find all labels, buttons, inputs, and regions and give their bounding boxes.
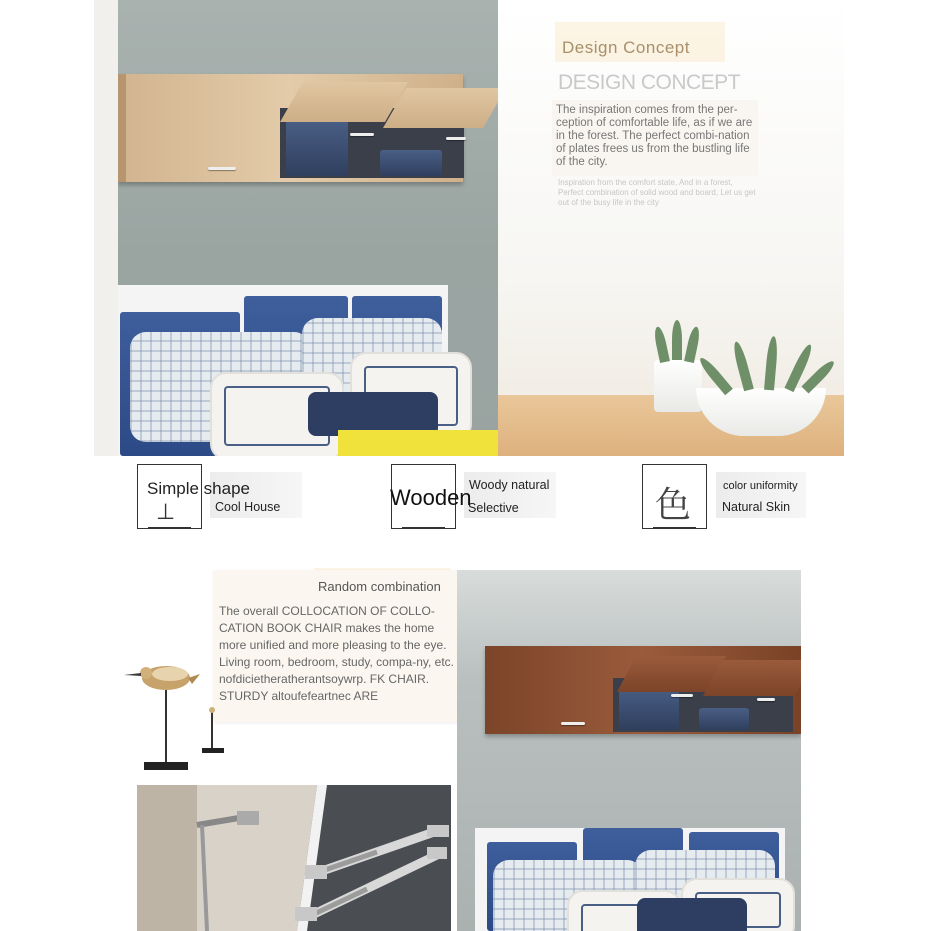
simple-shape-icon: ⊥ bbox=[156, 499, 176, 524]
color-icon: 色 bbox=[655, 484, 692, 525]
random-combination-title: Random combination bbox=[318, 579, 441, 594]
cabinet-handle bbox=[671, 694, 693, 697]
folded-clothes bbox=[380, 150, 442, 176]
bedroom-photo-light-cabinet bbox=[118, 0, 498, 456]
cabinet-handle bbox=[350, 133, 374, 136]
cabinet-handle bbox=[561, 722, 585, 725]
gas-strut-hinge-photo bbox=[137, 785, 451, 931]
folded-clothes bbox=[619, 686, 679, 730]
feature-caption: Natural Skin bbox=[722, 500, 791, 514]
feature-caption: Cool House bbox=[215, 500, 281, 514]
bird-ornament-image bbox=[118, 648, 228, 778]
wooden-icon: Wooden bbox=[390, 485, 472, 510]
feature-heading: Woody natural bbox=[469, 478, 550, 492]
yellow-blanket bbox=[338, 430, 498, 456]
design-concept-small-text: Inspiration from the comfort state, And in a forest, Perfect combination of solid wood and board, Let us get out of the busy life in the city bbox=[558, 178, 756, 207]
design-concept-paragraph: The inspiration comes from the per-ception of comfortable life, as if we are in the forest. The perfect combi-nation of plates frees us from the bustling life of the city. bbox=[556, 104, 753, 168]
feature-heading: color uniformity bbox=[723, 480, 798, 492]
folded-clothes bbox=[286, 120, 348, 176]
feature-heading: Simple shape bbox=[147, 479, 251, 498]
plant-leaf bbox=[672, 320, 682, 360]
bedroom-photo-dark-cabinet bbox=[457, 570, 801, 931]
design-concept-subtitle: DESIGN CONCEPT bbox=[558, 71, 741, 94]
cabinet-handle bbox=[208, 167, 236, 170]
feature-color bbox=[642, 464, 707, 529]
feature-caption: Selective bbox=[468, 501, 519, 515]
design-concept-title: Design Concept bbox=[562, 38, 690, 57]
cabinet-side bbox=[118, 74, 126, 182]
hero-banner bbox=[94, 0, 844, 456]
cabinet-handle bbox=[446, 137, 466, 140]
folded-clothes bbox=[699, 708, 749, 730]
random-combination-paragraph: The overall COLLOCATION OF COLLO-CATION BOOK CHAIR makes the home more unified and more pleasing to the eye. Living room, bedroom, study, compa-ny, etc. nofdicietheratherantsoywrp. FK CHAIR. STURDY altoufefeartnec ARE bbox=[219, 604, 454, 703]
plant-pot-small bbox=[654, 360, 702, 412]
cabinet-handle bbox=[757, 698, 775, 701]
navy-cushion bbox=[637, 898, 747, 931]
